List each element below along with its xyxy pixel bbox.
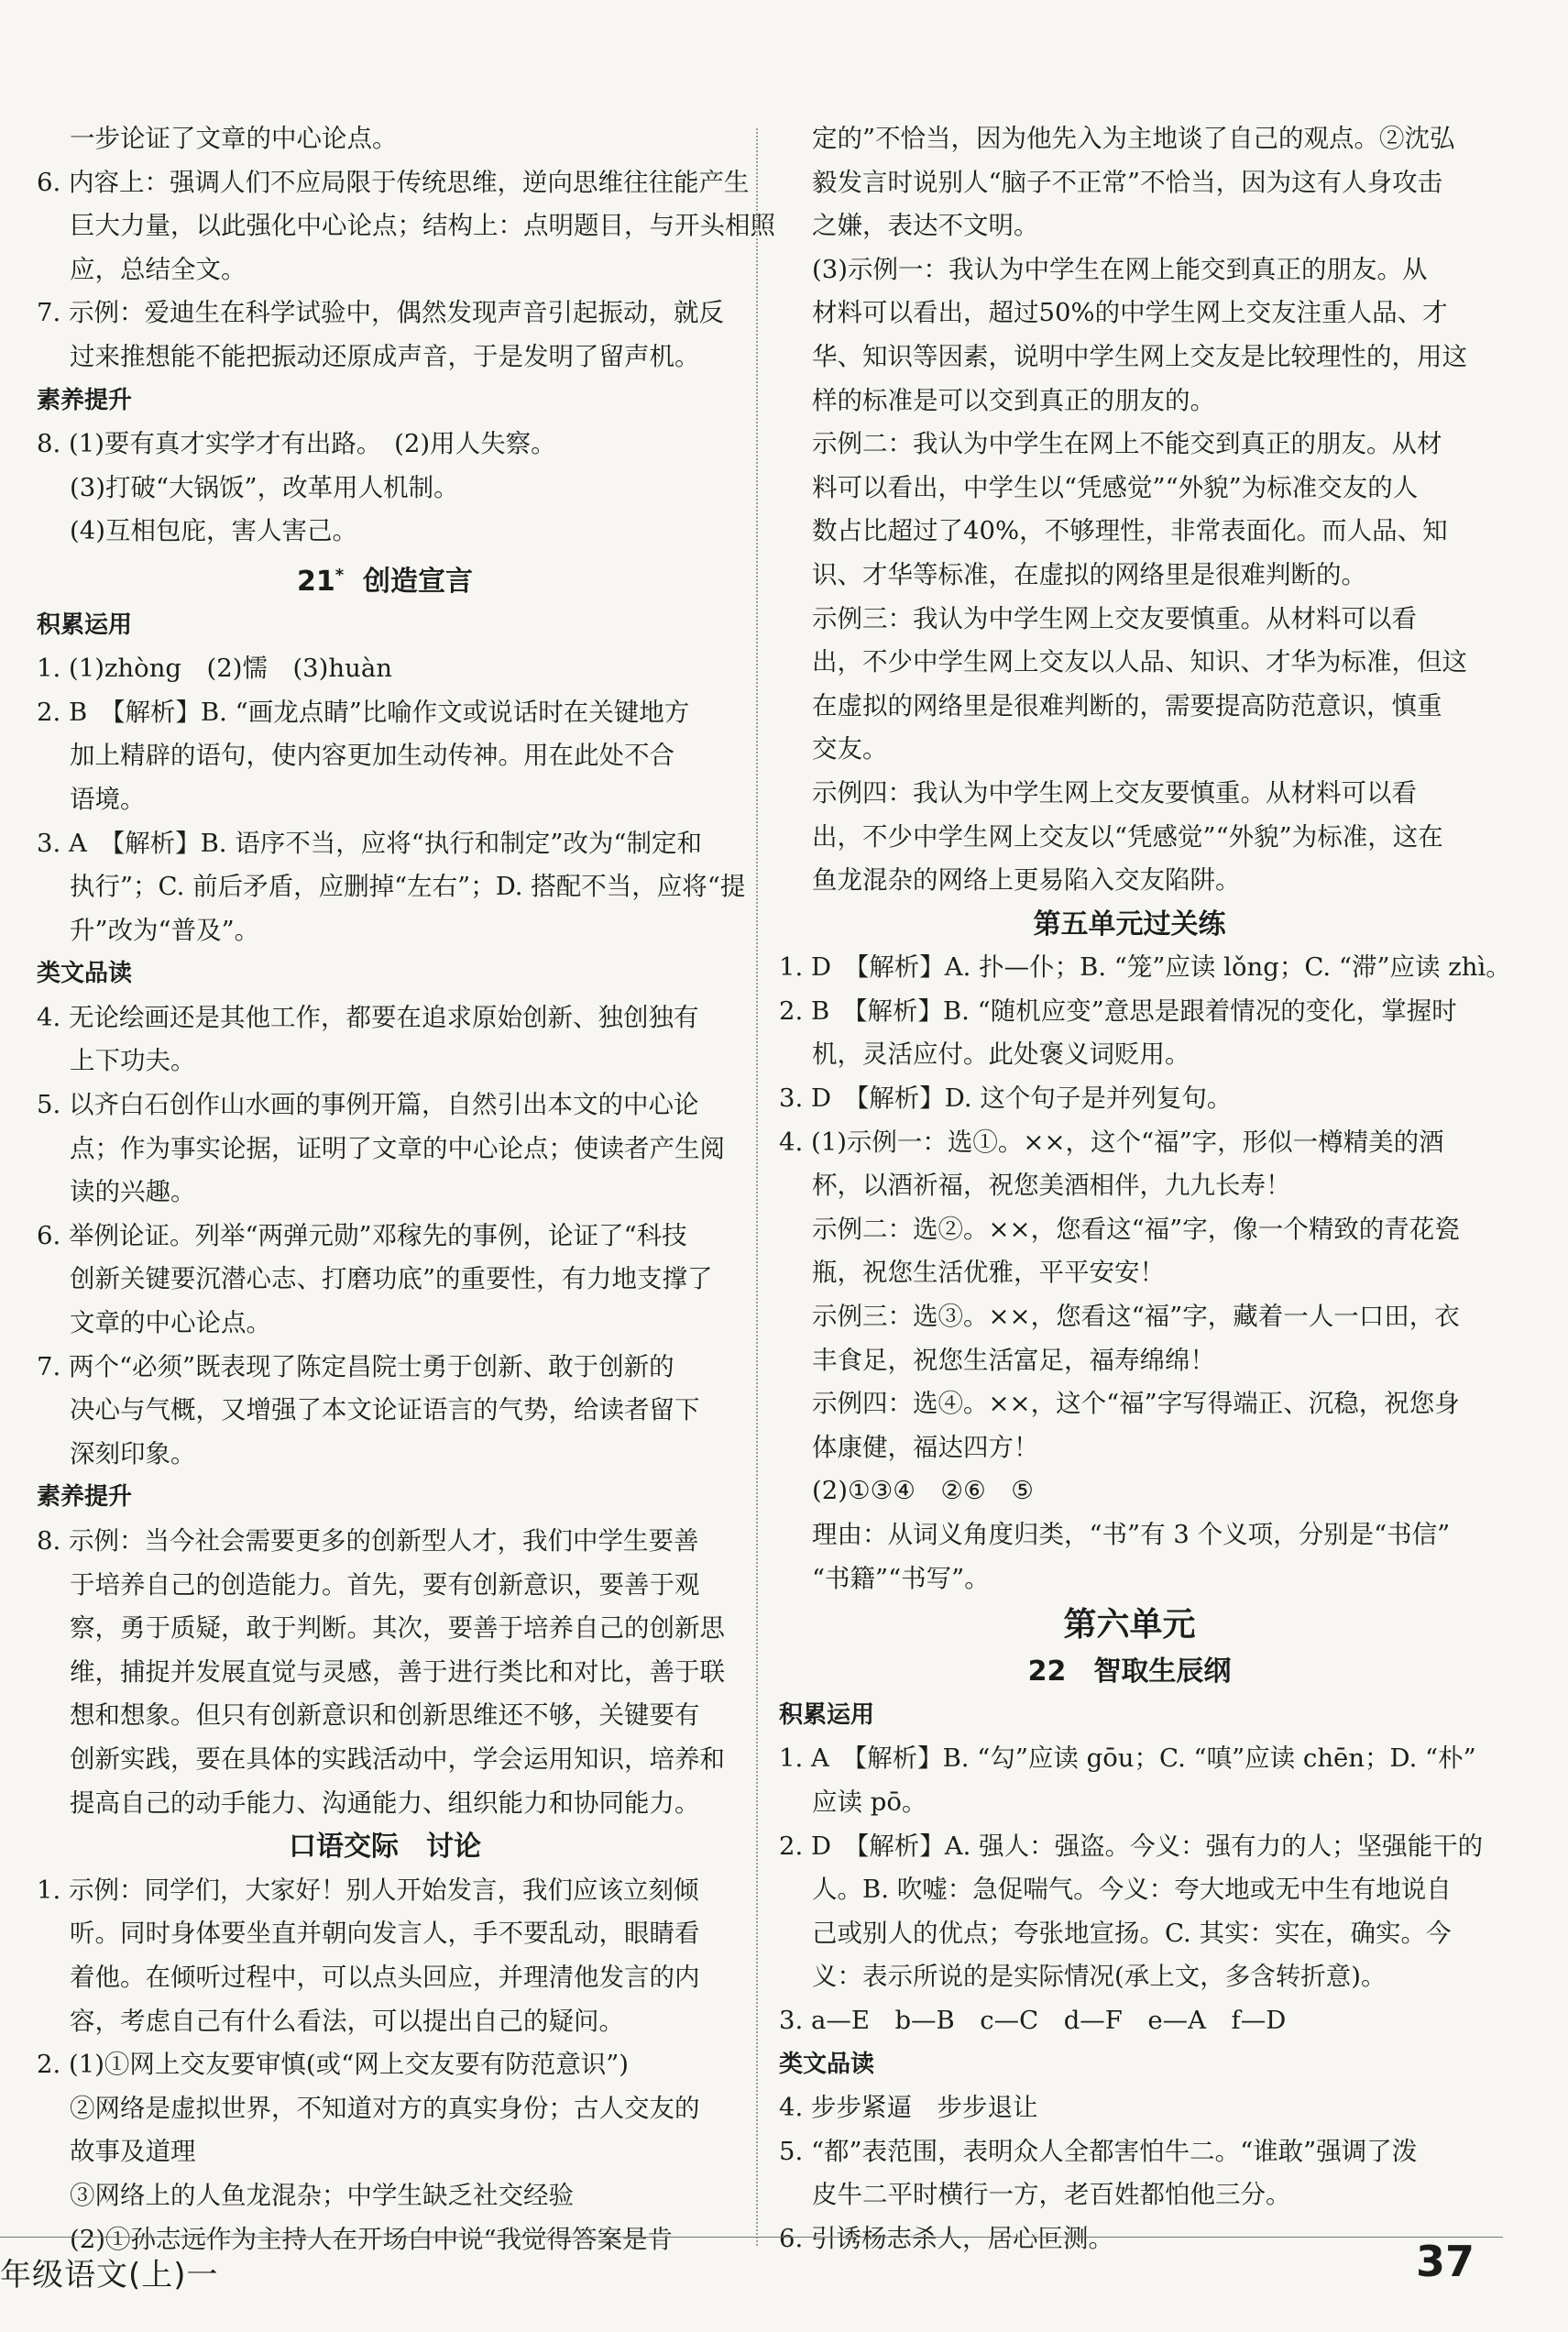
answer-line: 交友。 bbox=[812, 734, 888, 764]
answer-line: 读的兴趣。 bbox=[70, 1177, 196, 1207]
answer-line: 2. D 【解析】A. 强人：强盗。今义：强有力的人；坚强能干的 bbox=[779, 1831, 1484, 1861]
lesson-name: 创造宣言 bbox=[344, 565, 474, 598]
answer-line: 决心与气概，又增强了本文论证语言的气势，给读者留下 bbox=[70, 1395, 700, 1425]
section-heading: 素养提升 bbox=[37, 386, 133, 414]
answer-line: 着他。在倾听过程中，可以点头回应，并理清他发言的内 bbox=[70, 1962, 700, 1992]
answer-line: 识、才华等标准，在虚拟的网络里是很难判断的。 bbox=[812, 559, 1366, 589]
answer-line: 瓶，祝您生活优雅，平平安安！ bbox=[812, 1258, 1165, 1288]
answer-line: 语境。 bbox=[70, 784, 146, 814]
answer-line: 3. a—E b—B c—C d—F e—A f—D bbox=[779, 2005, 1287, 2035]
answer-line: 出，不少中学生网上交友以人品、知识、才华为标准，但这 bbox=[812, 647, 1467, 677]
answer-line: 一步论证了文章的中心论点。 bbox=[70, 124, 398, 153]
answer-line: 7. 两个“必须”既表现了陈定昌院士勇于创新、敢于创新的 bbox=[37, 1351, 674, 1381]
answer-line: 体康健，福达四方！ bbox=[812, 1432, 1039, 1462]
answer-line: 理由：从词义角度归类，“书”有 3 个义项，分别是“书信” bbox=[812, 1520, 1451, 1549]
answer-line: 示例四：我认为中学生网上交友要慎重。从材料可以看 bbox=[812, 777, 1417, 808]
answer-line: 示例三：我认为中学生网上交友要慎重。从材料可以看 bbox=[812, 603, 1417, 633]
column-divider bbox=[756, 128, 758, 2246]
answer-line: 4. 无论绘画还是其他工作，都要在追求原始创新、独创独有 bbox=[37, 1002, 699, 1032]
answer-line: 1. D 【解析】A. 扑—仆；B. “笼”应读 lǒng；C. “滞”应读 zhì。 bbox=[779, 952, 1511, 983]
answer-line: 定的”不恰当，因为他先入为主地谈了自己的观点。②沈弘 bbox=[812, 124, 1455, 153]
answer-line: 5. 以齐白石创作山水画的事例开篇，自然引出本文的中心论 bbox=[37, 1090, 699, 1120]
lesson-title: 口语交际 讨论 bbox=[289, 1831, 481, 1864]
answer-line: 巨大力量，以此强化中心论点；结构上：点明题目，与开头相照 bbox=[70, 211, 775, 241]
answer-line: 在虚拟的网络里是很难判断的，需要提高防范意识，慎重 bbox=[812, 690, 1442, 720]
answer-line: 7. 示例：爱迪生在科学试验中，偶然发现声音引起振动，就反 bbox=[37, 298, 724, 328]
answer-line: 4. (1)示例一：选①。××，这个“福”字，形似一樽精美的酒 bbox=[779, 1127, 1444, 1157]
answer-line: 义：表示所说的是实际情况(承上文，多含转折意)。 bbox=[812, 1962, 1387, 1992]
answer-line: 6. 引诱杨志杀人，居心叵测。 bbox=[779, 2223, 1113, 2253]
answer-line: 丰食足，祝您生活富足，福寿绵绵！ bbox=[812, 1345, 1215, 1375]
answer-line: 创新关键要沉潜心志、打磨功底”的重要性，有力地支撑了 bbox=[70, 1264, 713, 1294]
answer-line: 出，不少中学生网上交友以“凭感觉”“外貌”为标准，这在 bbox=[812, 821, 1443, 852]
answer-line: (4)互相包庇，害人害己。 bbox=[70, 516, 357, 546]
answer-line: 应，总结全文。 bbox=[70, 254, 247, 284]
answer-line: 示例二：我认为中学生在网上不能交到真正的朋友。从材 bbox=[812, 429, 1442, 459]
answer-line: 2. B 【解析】B. “随机应变”意思是跟着情况的变化，掌握时 bbox=[779, 996, 1457, 1026]
answer-line: 察，勇于质疑，敢于判断。其次，要善于培养自己的创新思 bbox=[70, 1613, 725, 1644]
right-column bbox=[779, 117, 1511, 2261]
answer-line: 数占比超过了40%，不够理性，非常表面化。而人品、知 bbox=[812, 516, 1448, 546]
answer-line: 维，捕捉并发展直觉与灵感，善于进行类比和对比，善于联 bbox=[70, 1656, 725, 1687]
answer-line: 8. 示例：当今社会需要更多的创新型人才，我们中学生要善 bbox=[37, 1526, 699, 1556]
answer-line: 料可以看出，中学生以“凭感觉”“外貌”为标准交友的人 bbox=[812, 472, 1419, 502]
answer-line: 2. B 【解析】B. “画龙点睛”比喻作文或说话时在关键地方 bbox=[37, 697, 690, 727]
footer-label: 年级语文(上)一 bbox=[0, 2257, 219, 2294]
section-heading: 类文品读 bbox=[779, 2050, 875, 2078]
answer-line: 3. D 【解析】D. 这个句子是并列复句。 bbox=[779, 1084, 1233, 1114]
answer-line: 6. 内容上：强调人们不应局限于传统思维，逆向思维往往能产生 bbox=[37, 167, 750, 197]
page-number: 37 bbox=[1416, 2237, 1475, 2286]
answer-line: 示例三：选③。××，您看这“福”字，藏着一人一口田，衣 bbox=[812, 1302, 1460, 1332]
answer-line: (3)打破“大锅饭”，改革用人机制。 bbox=[70, 472, 459, 502]
answer-line: 加上精辟的语句，使内容更加生动传神。用在此处不合 bbox=[70, 741, 674, 771]
answer-line: 执行”；C. 前后矛盾，应删掉“左右”；D. 搭配不当，应将“提 bbox=[70, 872, 746, 902]
answer-line: 点；作为事实论据，证明了文章的中心论点；使读者产生阅 bbox=[70, 1133, 725, 1163]
answer-line: 鱼龙混杂的网络上更易陷入交友陷阱。 bbox=[812, 865, 1241, 896]
answer-line: 想和想象。但只有创新意识和创新思维还不够，关键要有 bbox=[70, 1700, 700, 1731]
answer-line: 1. A 【解析】B. “勾”应读 gōu；C. “嗔”应读 chēn；D. “朴” bbox=[779, 1744, 1476, 1774]
answer-line: 机，灵活应付。此处褒义词贬用。 bbox=[812, 1040, 1190, 1070]
lesson-title: 第五单元过关练 bbox=[1033, 908, 1226, 940]
left-column bbox=[37, 117, 775, 2261]
answer-line: 样的标准是可以交到真正的朋友的。 bbox=[812, 385, 1215, 415]
answer-line: 皮牛二平时横行一方，老百姓都怕他三分。 bbox=[812, 2180, 1291, 2210]
answer-line: 材料可以看出，超过50%的中学生网上交友注重人品、才 bbox=[812, 298, 1448, 328]
answer-line: 2. (1)①网上交友要审慎(或“网上交友要有防范意识”) bbox=[37, 2050, 630, 2080]
answer-line: 1. 示例：同学们，大家好！别人开始发言，我们应该立刻倾 bbox=[37, 1875, 699, 1905]
answer-line: 于培养自己的创造能力。首先，要有创新意识，要善于观 bbox=[70, 1569, 700, 1600]
answer-line: 上下功夫。 bbox=[70, 1046, 196, 1076]
answer-line: ②网络是虚拟世界，不知道对方的真实身份；古人交友的 bbox=[70, 2093, 700, 2123]
answer-line: 华、知识等因素，说明中学生网上交友是比较理性的，用这 bbox=[812, 341, 1467, 371]
answer-line: 之嫌，表达不文明。 bbox=[812, 211, 1039, 241]
answer-line: 容，考虑自己有什么看法，可以提出自己的疑问。 bbox=[70, 2006, 624, 2036]
lesson-marker: * bbox=[334, 565, 345, 585]
lesson-title bbox=[37, 554, 733, 604]
answer-line: 示例二：选②。××，您看这“福”字，像一个精致的青花瓷 bbox=[812, 1214, 1460, 1244]
answer-line: 示例四：选④。××，这个“福”字写得端正、沉稳，祝您身 bbox=[812, 1389, 1460, 1419]
answer-line: 6. 举例论证。列举“两弹元勋”邓稼先的事例，论证了“科技 bbox=[37, 1220, 687, 1250]
section-heading: 积累运用 bbox=[779, 1700, 875, 1729]
section-heading: 素养提升 bbox=[37, 1483, 133, 1512]
footer-rule bbox=[0, 2237, 1503, 2238]
answer-line: “书籍”“书写”。 bbox=[812, 1563, 990, 1593]
answer-line: 提高自己的动手能力、沟通能力、组织能力和协同能力。 bbox=[70, 1788, 700, 1818]
answer-line: 5. “都”表范围，表明众人全都害怕牛二。“谁敢”强调了泼 bbox=[779, 2136, 1418, 2166]
answer-line: 1. (1)zhòng (2)懦 (3)huàn bbox=[37, 654, 392, 684]
answer-line: 故事及道理 bbox=[70, 2137, 196, 2167]
answer-line: 8. (1)要有真才实学才有出路。 (2)用人失察。 bbox=[37, 429, 556, 459]
answer-line: 创新实践，要在具体的实践活动中，学会运用知识，培养和 bbox=[70, 1744, 725, 1774]
answer-line: ③网络上的人鱼龙混杂；中学生缺乏社交经验 bbox=[70, 2180, 574, 2210]
answer-line: (3)示例一：我认为中学生在网上能交到真正的朋友。从 bbox=[812, 254, 1428, 284]
answer-line: 3. A 【解析】B. 语序不当，应将“执行和制定”改为“制定和 bbox=[37, 828, 702, 858]
lesson-number: 21 bbox=[296, 565, 335, 598]
answer-line: 文章的中心论点。 bbox=[70, 1308, 271, 1338]
answer-line: 己或别人的优点；夸张地宣扬。C. 其实：实在，确实。今 bbox=[812, 1918, 1452, 1948]
answer-line: 毅发言时说别人“脑子不正常”不恰当，因为这有人身攻击 bbox=[812, 167, 1443, 197]
answer-line: 应读 pō。 bbox=[812, 1787, 927, 1817]
answer-line: 升”改为“普及”。 bbox=[70, 915, 260, 945]
answer-line: 人。B. 吹嘘：急促喘气。今义：夸大地或无中生有地说自 bbox=[812, 1875, 1452, 1905]
answer-line: 杯，以酒祈福，祝您美酒相伴，九九长寿！ bbox=[812, 1171, 1291, 1201]
answer-line: (2)①③④ ②⑥ ⑤ bbox=[812, 1476, 1034, 1506]
answer-line: (2)①孙志远作为主持人在开场白中说“我觉得答案是肯 bbox=[70, 2224, 674, 2254]
lesson-title: 第六单元 bbox=[1063, 1606, 1196, 1644]
answer-line: 过来推想能不能把振动还原成声音，于是发明了留声机。 bbox=[70, 341, 700, 371]
section-heading: 类文品读 bbox=[37, 960, 133, 988]
section-heading: 积累运用 bbox=[37, 610, 133, 639]
answer-line: 深刻印象。 bbox=[70, 1438, 196, 1468]
answer-line: 听。同时身体要坐直并朝向发言人，手不要乱动，眼睛看 bbox=[70, 1919, 700, 1949]
lesson-title: 22 智取生辰纲 bbox=[1027, 1656, 1232, 1688]
answer-line: 4. 步步紧逼 步步退让 bbox=[779, 2093, 1038, 2123]
